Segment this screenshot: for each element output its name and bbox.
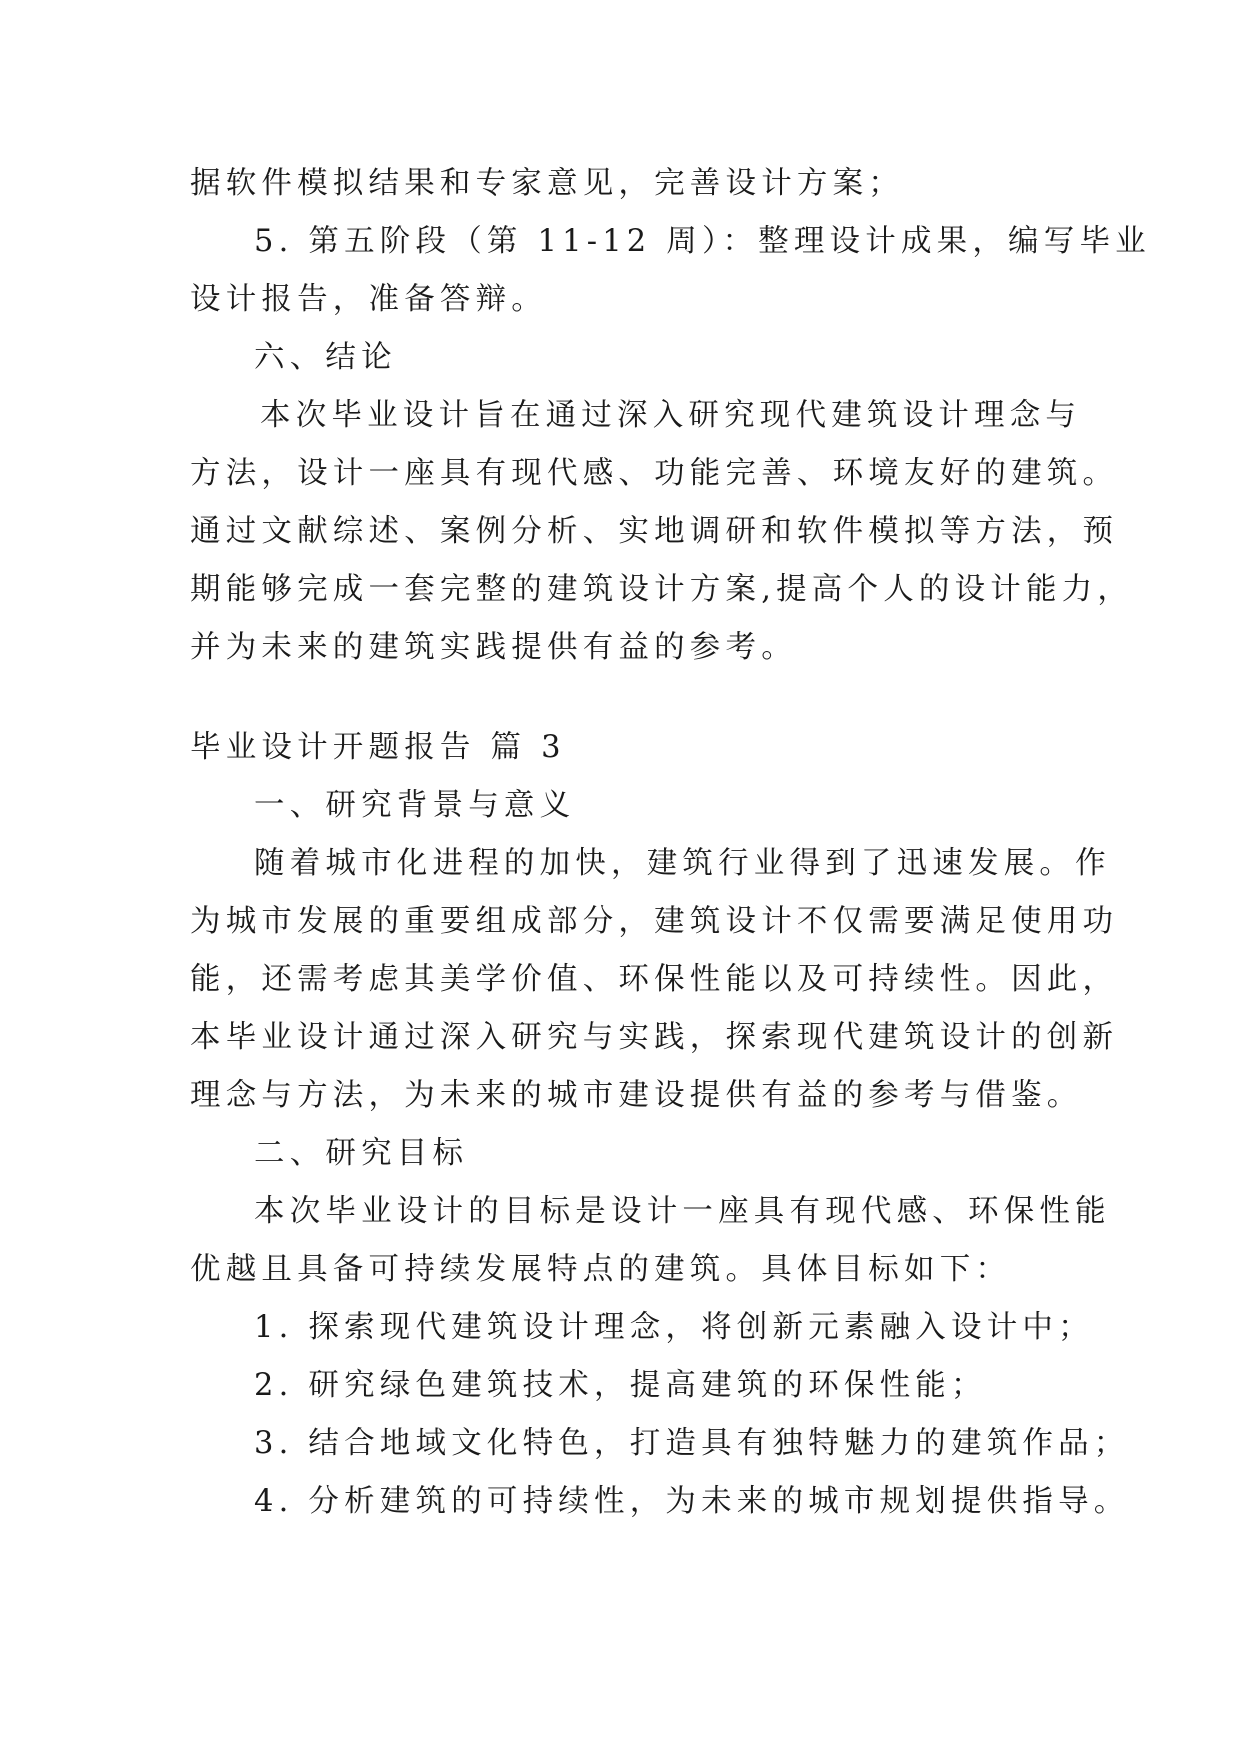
- paragraph-line: 随着城市化进程的加快，建筑行业得到了迅速发展。作: [254, 846, 1111, 881]
- paragraph-line: 5. 第五阶段（第 11-12 周）：整理设计成果，编写毕业: [254, 224, 1151, 259]
- paragraph-line: 理念与方法，为未来的城市建设提供有益的参考与借鉴。: [190, 1078, 1083, 1113]
- list-item: 2. 研究绿色建筑技术，提高建筑的环保性能；: [254, 1368, 987, 1403]
- paragraph-line: 方法，设计一座具有现代感、功能完善、环境友好的建筑。: [190, 456, 1119, 491]
- paragraph-line: 本毕业设计通过深入研究与实践，探索现代建筑设计的创新: [190, 1020, 1119, 1055]
- paragraph-line: 本次毕业设计旨在通过深入研究现代建筑设计理念与: [260, 398, 1082, 433]
- paragraph-line: 期能够完成一套完整的建筑设计方案,提高个人的设计能力，: [190, 572, 1134, 607]
- section-heading: 六、结论: [254, 340, 397, 375]
- section-gap: [190, 677, 1050, 719]
- document-page: [190, 155, 1151, 1531]
- section-heading: 二、研究目标: [254, 1136, 469, 1171]
- paragraph-line: 并为未来的建筑实践提供有益的参考。: [190, 630, 797, 665]
- paragraph-line: 本次毕业设计的目标是设计一座具有现代感、环保性能: [254, 1194, 1111, 1229]
- paragraph-line: 优越且具备可持续发展特点的建筑。具体目标如下：: [190, 1252, 1012, 1287]
- list-item: 1. 探索现代建筑设计理念，将创新元素融入设计中；: [254, 1310, 1094, 1345]
- paragraph-line: 据软件模拟结果和专家意见，完善设计方案；: [190, 166, 904, 201]
- list-item: 3. 结合地域文化特色，打造具有独特魅力的建筑作品；: [254, 1426, 1130, 1461]
- paragraph-line: 为城市发展的重要组成部分，建筑设计不仅需要满足使用功: [190, 904, 1119, 939]
- list-item: 4. 分析建筑的可持续性，为未来的城市规划提供指导。: [254, 1484, 1130, 1519]
- paragraph-line: 能，还需考虑其美学价值、环保性能以及可持续性。因此，: [190, 962, 1119, 997]
- paragraph-line: 设计报告，准备答辩。: [190, 282, 547, 317]
- report-title: 毕业设计开题报告 篇 3: [190, 730, 566, 765]
- section-heading: 一、研究背景与意义: [254, 788, 576, 823]
- paragraph-line: 通过文献综述、案例分析、实地调研和软件模拟等方法，预: [190, 514, 1119, 549]
